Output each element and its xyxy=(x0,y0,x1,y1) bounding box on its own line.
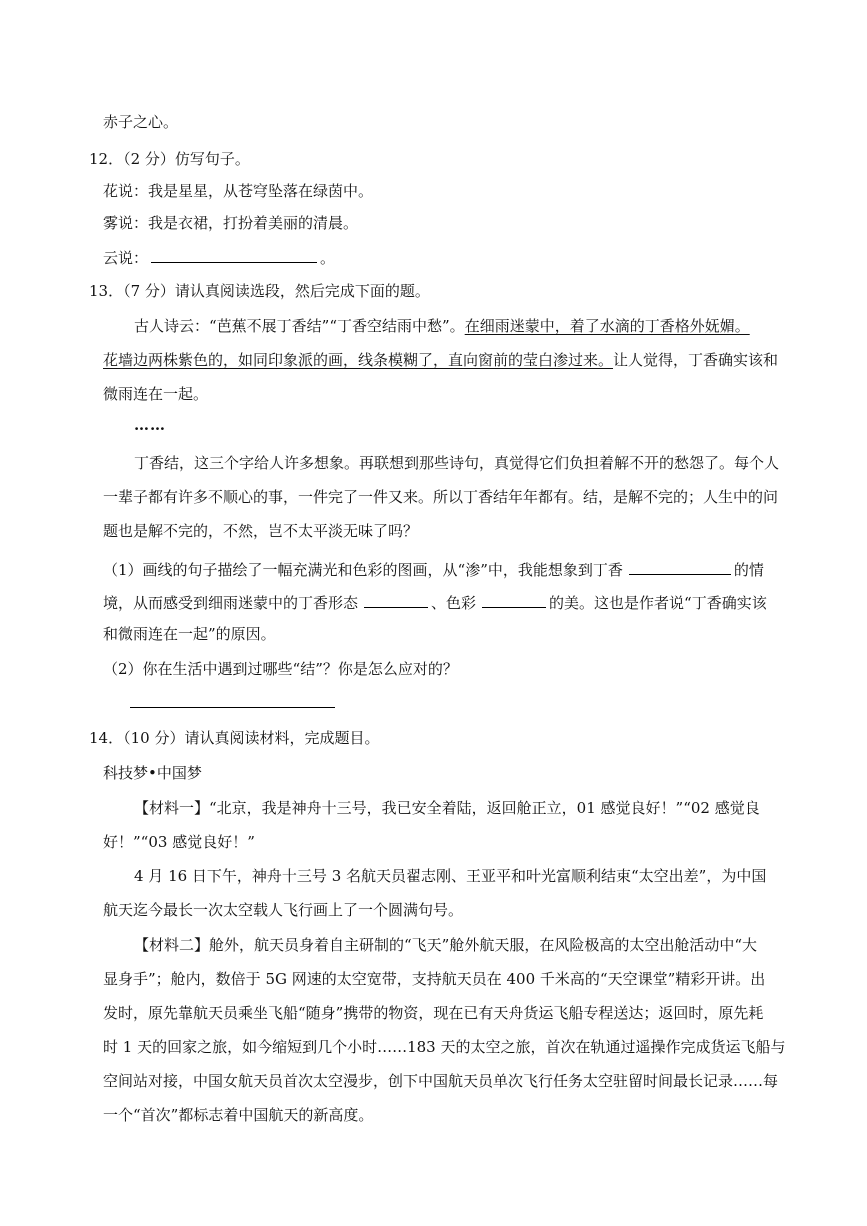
material-line: 一个“首次”都标志着中国航天的新高度。 xyxy=(103,1106,374,1124)
answer-line[interactable] xyxy=(130,707,335,708)
material-line: 发时，原先靠航天员乘坐飞船“随身”携带的物资，现在已有天舟货运飞船专程送达；返回时，原先耗 xyxy=(103,1004,764,1022)
question-12-heading: 12．（2 分）仿写句子。 xyxy=(89,150,250,168)
material-line: 空间站对接，中国女航天员首次太空漫步，创下中国航天员单次飞行任务太空驻留时间最长记录……每 xyxy=(103,1072,779,1090)
passage-line: 微雨连在一起。 xyxy=(103,385,209,403)
underlined-sentence: 花墙边两株紫色的，如同印象派的画，线条模糊了，直向窗前的莹白渗过来。 xyxy=(103,351,614,369)
text-fragment: 。 xyxy=(320,249,336,267)
material-line: 显身手”；舱内，数倍于 5G 网速的太空宽带，支持航天员在 400 千米高的“天空课堂”精彩开讲。出 xyxy=(103,970,766,988)
passage-line: 题也是解不完的，不然，岂不太平淡无味了吗？ xyxy=(103,522,419,540)
material-line: 【材料一】“北京，我是神舟十三号，我已安全着陆，返回舱正立，01 感觉良好！”“02 感觉良 xyxy=(134,799,760,817)
sub-question-1-cont xyxy=(103,593,767,611)
text-line: 赤子之心。 xyxy=(103,113,179,131)
passage-line: 丁香结，这三个字给人许多想象。再联想到那些诗句，真觉得它们负担着解不开的愁怨了。每个人 xyxy=(134,454,780,472)
text-fragment: 让人觉得，丁香确实该和 xyxy=(613,351,779,369)
sub-question-2: （2）你在生活中遇到过哪些“结”？你是怎么应对的？ xyxy=(103,660,458,678)
ellipsis: …… xyxy=(134,416,166,434)
answer-blank[interactable] xyxy=(364,593,428,608)
question-13-heading: 13．（7 分）请认真阅读选段，然后完成下面的题。 xyxy=(89,282,430,300)
question-14-heading: 14．（10 分）请认真阅读材料，完成题目。 xyxy=(89,729,380,747)
text-fragment: （1）画线的句子描绘了一幅充满光和色彩的图画，从“渗”中，我能想象到丁香 xyxy=(103,561,623,579)
text-fragment: 古人诗云：“芭蕉不展丁香结”“丁香空结雨中愁”。 xyxy=(134,317,465,335)
text-fragment: 云说： xyxy=(103,249,149,267)
text-fragment: 的情 xyxy=(733,561,764,579)
section-title: 科技梦•中国梦 xyxy=(103,764,202,782)
text-fragment: 的美。这也是作者说“丁香确实该 xyxy=(549,594,767,612)
answer-blank[interactable] xyxy=(629,560,731,575)
underlined-sentence: 在细雨迷蒙中，着了水滴的丁香格外妩媚。 xyxy=(464,317,750,335)
sub-question-1 xyxy=(103,560,764,578)
text-line: 雾说：我是衣裙，打扮着美丽的清晨。 xyxy=(103,214,359,232)
text-line: 花说：我是星星，从苍穹坠落在绿茵中。 xyxy=(103,182,374,200)
material-line: 【材料二】舱外，航天员身着自主研制的“飞天”舱外航天服，在风险极高的太空出舱活动中“大 xyxy=(134,936,758,954)
text-line xyxy=(103,248,335,266)
material-line: 4 月 16 日下午，神舟十三号 3 名航天员翟志刚、王亚平和叶光富顺利结束“太空出差”，为中国 xyxy=(134,867,767,885)
material-line: 航天迄今最长一次太空载人飞行画上了一个圆满句号。 xyxy=(103,901,464,919)
material-line: 时 1 天的回家之旅，如今缩短到几个小时……183 天的太空之旅，首次在轨通过遥操作完成货运飞船与 xyxy=(103,1038,786,1056)
material-line: 好！”“03 感觉良好！” xyxy=(103,833,255,851)
sub-question-1-cont: 和微雨连在一起”的原因。 xyxy=(103,625,276,643)
text-fragment: 境，从而感受到细雨迷蒙中的丁香形态 xyxy=(103,594,359,612)
passage-line: 一辈子都有许多不顺心的事，一件完了一件又来。所以丁香结年年都有。结，是解不完的；人生中的问 xyxy=(103,488,779,506)
passage-line xyxy=(134,319,750,334)
answer-blank[interactable] xyxy=(151,248,317,263)
answer-blank[interactable] xyxy=(482,593,546,608)
text-fragment: 、色彩 xyxy=(431,594,477,612)
passage-line xyxy=(103,353,778,368)
